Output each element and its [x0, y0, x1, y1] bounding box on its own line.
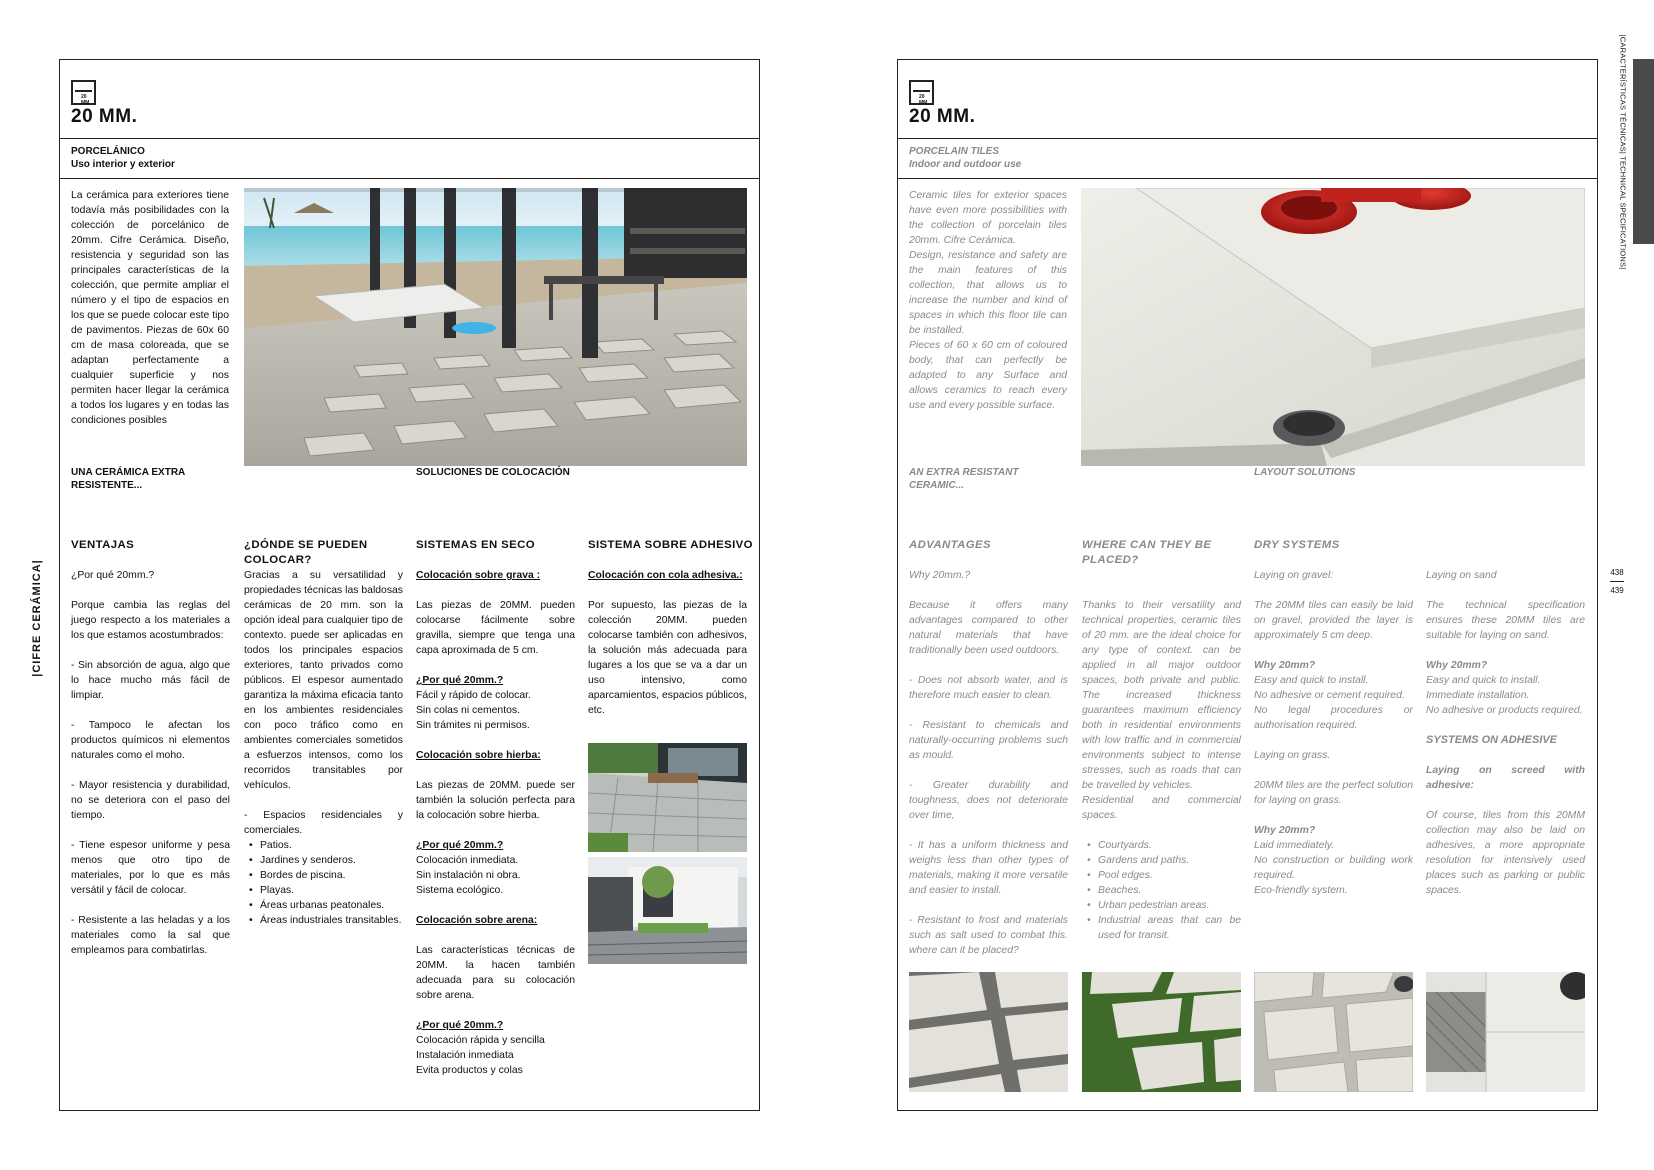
col-paragraph: - Espacios residenciales y comerciales. [244, 810, 403, 836]
garden-terrace-photo [588, 743, 747, 852]
section-title-resistant: UNA CERÁMICA EXTRA RESISTENTE... [71, 467, 185, 491]
modern-house-photo [588, 857, 747, 964]
tile-support-photo [1081, 188, 1585, 466]
col-paragraph: 20MM tiles are the perfect solution for laying on grass. [1254, 780, 1413, 806]
col-question: Why 20mm.? [909, 570, 971, 581]
list-item: • Bordes de piscina. [244, 868, 403, 883]
intro-text [909, 188, 1067, 413]
col-subheading: Laying on screed with adhesive: [1426, 765, 1585, 791]
col-heading-dry: DRY SYSTEMS [1254, 539, 1340, 551]
col-subheading: Colocación sobre grava : [416, 570, 541, 581]
gravel-tiles-photo [909, 972, 1068, 1092]
col-subheading: Why 20mm? [1426, 660, 1488, 671]
intro-paragraph: Pieces of 60 x 60 cm of coloured body, that can perfectly be adapted to any Surface and allows ceramics to reach every use and every possible surface. [909, 340, 1067, 411]
grey-bar [1633, 59, 1654, 244]
col-adhesivo [588, 568, 747, 733]
logo-20mm-icon [71, 80, 96, 105]
col-subheading: SYSTEMS ON ADHESIVE [1426, 734, 1558, 746]
col-line: Fácil y rápido de colocar. [416, 690, 531, 701]
col-line: Evita productos y colas [416, 1065, 523, 1076]
list-item: • Áreas urbanas peatonales. [244, 898, 403, 913]
list-item: • Patios. [244, 838, 403, 853]
col-paragraph: - Mayor resistencia y durabilidad, no se deteriora con el paso del tiempo. [71, 780, 230, 821]
col-where [1082, 598, 1241, 958]
page-title: 20 MM. [71, 106, 138, 127]
list-item: • Courtyards. [1082, 838, 1241, 853]
col-paragraph: Por supuesto, las piezas de la colección 20MM. pueden colocarse también con adhesivos, la solución más adecuada para lugares a los que se va a dar un uso intensivo, como aparcamientos, espacios públicos, etc. [588, 600, 747, 716]
page-number-divider [1610, 581, 1624, 582]
list-item: • Playas. [244, 883, 403, 898]
sand-tiles-photo [1254, 972, 1413, 1092]
divider [898, 178, 1597, 179]
col-paragraph: - Tiene espesor uniforme y pesa menos que otro tipo de materiales, por lo que es más versátil y fácil de colocar. [71, 840, 230, 896]
col-paragraph: The 20MM tiles can easily be laid on gravel, provided the layer is approximately 5 cm deep. [1254, 600, 1413, 641]
list-item: • Urban pedestrian areas. [1082, 898, 1241, 913]
col-line: Sin instalación ni obra. [416, 870, 521, 881]
col-paragraph: - Resistant to frost and materials such as salt used to combat this. where can it be placed? [909, 915, 1068, 956]
section-title-layout: SOLUCIONES DE COLOCACIÓN [416, 467, 570, 478]
col-paragraph: The technical specification ensures these 20MM tiles are suitable for laying on sand. [1426, 600, 1585, 641]
col-subheading: Laying on gravel: [1254, 570, 1334, 581]
logo-label: 20 MM [919, 94, 928, 106]
col-dry [1254, 568, 1413, 898]
col-paragraph: Porque cambia las reglas del juego respecto a los materiales a los que estamos acostumbrados: [71, 600, 230, 641]
col-paragraph: - It has a uniform thickness and weighs less than other types of materials, making it more versatile and easier to install. [909, 840, 1068, 896]
col-heading-ventajas: VENTAJAS [71, 539, 135, 551]
list-item: • Pool edges. [1082, 868, 1241, 883]
page-right [897, 59, 1598, 1111]
section-title-layout: LAYOUT SOLUTIONS [1254, 467, 1356, 478]
page-title: 20 MM. [909, 106, 976, 127]
right-tab-label: |CARACTERÍSTICAS TÉCNICAS| TECHNICAL SPECIFICATIONS| [1618, 34, 1628, 269]
col-subheading: ¿Por qué 20mm.? [416, 675, 504, 686]
col-sand-adhesive [1426, 568, 1585, 913]
subtitle: PORCELAIN TILES [909, 146, 1000, 157]
col-paragraph: Las piezas de 20MM. puede ser también la solución perfecta para la colocación sobre hierba. [416, 780, 575, 821]
col-subheading: Why 20mm? [1254, 825, 1316, 836]
subtitle-usage: Indoor and outdoor use [909, 159, 1022, 170]
list-item: • Industrial areas that can be used for transit. [1082, 913, 1241, 943]
col-heading-where: WHERE CAN THEY BE PLACED? [1082, 539, 1212, 566]
col-subheading: Laying on grass. [1254, 750, 1331, 761]
divider [60, 178, 759, 179]
col-paragraph: - Tampoco le afectan los productos químicos ni elementos naturales como el moho. [71, 720, 230, 761]
col-question: ¿Por qué 20mm.? [71, 570, 155, 581]
list-item: • Gardens and paths. [1082, 853, 1241, 868]
col-paragraph: Las piezas de 20MM. pueden colocarse fácilmente sobre gravilla, siempre que tenga una capa aproximada de 5 cm. [416, 600, 575, 656]
intro-paragraph: Ceramic tiles for exterior spaces have even more possibilities with the collection of porcelain tiles 20mm. Cifre Cerámica. [909, 190, 1067, 246]
col-line: No adhesive or products required. [1426, 705, 1583, 716]
col-ventajas [71, 568, 230, 973]
col-paragraph: Thanks to their versatility and technical properties, ceramic tiles of 20 mm. are the ideal choice for any type of context. can be applied in all major outdoor spaces, both private and public. The increased thickness guarantees maximum efficiency both in residential environments with low traffic and in commercial environments subject to intense stresses, such as roads that can be travelled by vehicles. [1082, 600, 1241, 791]
grass-tiles-photo [1082, 972, 1241, 1092]
col-paragraph: Because it offers many advantages compared to other natural materials that have traditionally been used outdoors. [909, 600, 1068, 656]
col-line: Easy and quick to install. [1254, 675, 1369, 686]
right-tab [1612, 34, 1634, 269]
col-paragraph: - Does not absorb water, and is therefore much easier to clean. [909, 675, 1068, 701]
col-line: Easy and quick to install. [1426, 675, 1541, 686]
col-line: Immediate installation. [1426, 690, 1530, 701]
page-number-right: 439 [1610, 586, 1624, 595]
subtitle-usage: Uso interior y exterior [71, 159, 175, 170]
col-advantages [909, 568, 1068, 973]
col-line: Colocación inmediata. [416, 855, 519, 866]
col-paragraph: - Greater durability and toughness, does not deteriorate over time, [909, 780, 1068, 821]
col-paragraph: Residential and commercial spaces. [1082, 795, 1241, 821]
col-paragraph: Las características técnicas de 20MM. la hacen también adecuada para su colocación sobre arena. [416, 945, 575, 1001]
col-donde [244, 568, 403, 943]
logo-20mm-icon [909, 80, 934, 105]
list-item: • Beaches. [1082, 883, 1241, 898]
col-line: Instalación inmediata [416, 1050, 514, 1061]
page-left [59, 59, 760, 1111]
side-tab-label: |CIFRE CERÁMICA| [31, 559, 43, 677]
beach-terrace-photo [244, 188, 747, 466]
intro-paragraph: Design, resistance and safety are the main features of this collection, that allows us to increase the number and kind of spaces in which this floor tile can be installed. [909, 250, 1067, 336]
col-paragraph: Of course, tiles from this 20MM collection may also be laid on adhesives, a more appropriate resolution for intensively used places such as parking or public spaces. [1426, 810, 1585, 896]
col-heading-adhesivo: SISTEMA SOBRE ADHESIVO [588, 539, 753, 551]
list-item: • Áreas industriales transitables. [244, 913, 403, 928]
list-item: • Jardines y senderos. [244, 853, 403, 868]
col-line: Laid immediately. [1254, 840, 1335, 851]
col-seco [416, 568, 575, 1078]
col-heading-donde: ¿DÓNDE SE PUEDEN COLOCAR? [244, 539, 368, 566]
col-heading-advantages: ADVANTAGES [909, 539, 992, 551]
col-paragraph: Gracias a su versatilidad y propiedades técnicas las baldosas cerámicas de 20 mm. son la opción ideal para cualquier tipo de contexto. puede ser aplicadas en todos los principales espacios exteriores, tanto privados como públicos. El espesor aumentado garantiza la máxima eficacia tanto en los ambientes residenciales con poco tráfico como en ambientes comerciales sometidos a esfuerzos intensos, como los recorridos transitables por vehículos. [244, 570, 403, 791]
col-paragraph: - Resistant to chemicals and naturally-occurring problems such as mould. [909, 720, 1068, 761]
col-line: No adhesive or cement required. [1254, 690, 1405, 701]
col-subheading: ¿Por qué 20mm.? [416, 840, 504, 851]
col-line: Eco-friendly system. [1254, 885, 1348, 896]
adhesive-tiles-photo [1426, 972, 1585, 1092]
col-subheading: ¿Por qué 20mm.? [416, 1020, 504, 1031]
col-paragraph: - Resistente a las heladas y a los materiales como la sal que empleamos para combatirlas. [71, 915, 230, 956]
divider [60, 138, 759, 139]
col-line: Sin colas ni cementos. [416, 705, 520, 716]
logo-label: 20 MM [81, 94, 90, 106]
col-line: No legal procedures or authorisation required. [1254, 705, 1413, 731]
section-title-resistant: AN EXTRA RESISTANT CERAMIC... [909, 467, 1019, 491]
col-line: Sin trámites ni permisos. [416, 720, 530, 731]
page-numbers [1602, 567, 1632, 597]
page-number-left: 438 [1610, 568, 1624, 577]
subtitle: PORCELÁNICO [71, 146, 145, 157]
col-subheading: Colocación con cola adhesiva.: [588, 570, 743, 581]
intro-text: La cerámica para exteriores tiene todavía más posibilidades con la colección de porcelánico de 20mm. Cifre Cerámica. Diseño, resistencia y seguridad son las principales características de la colección, que permite ampliar el número y el tipo de espacios en los que se puede colocar este tipo de pavimentos. Piezas de 60x 60 cm de masa coloreada, que se adaptan perfectamente a cualquier superficie y nos permiten hacer llegar la cerámica a todos los lugares y en todas las condiciones posibles [71, 190, 229, 426]
side-tab [22, 553, 52, 683]
col-paragraph: - Sin absorción de agua, algo que lo hace mucho más fácil de limpiar. [71, 660, 230, 701]
col-subheading: Colocación sobre arena: [416, 915, 538, 926]
col-line: Colocación rápida y sencilla [416, 1035, 545, 1046]
col-heading-seco: SISTEMAS EN SECO [416, 539, 536, 551]
places-list [244, 838, 403, 928]
col-line: No construction or building work required. [1254, 855, 1413, 881]
col-subheading: Laying on sand [1426, 570, 1497, 581]
col-subheading: Colocación sobre hierba: [416, 750, 541, 761]
places-list [1082, 838, 1241, 943]
divider [898, 138, 1597, 139]
col-subheading: Why 20mm? [1254, 660, 1316, 671]
col-line: Sistema ecológico. [416, 885, 504, 896]
